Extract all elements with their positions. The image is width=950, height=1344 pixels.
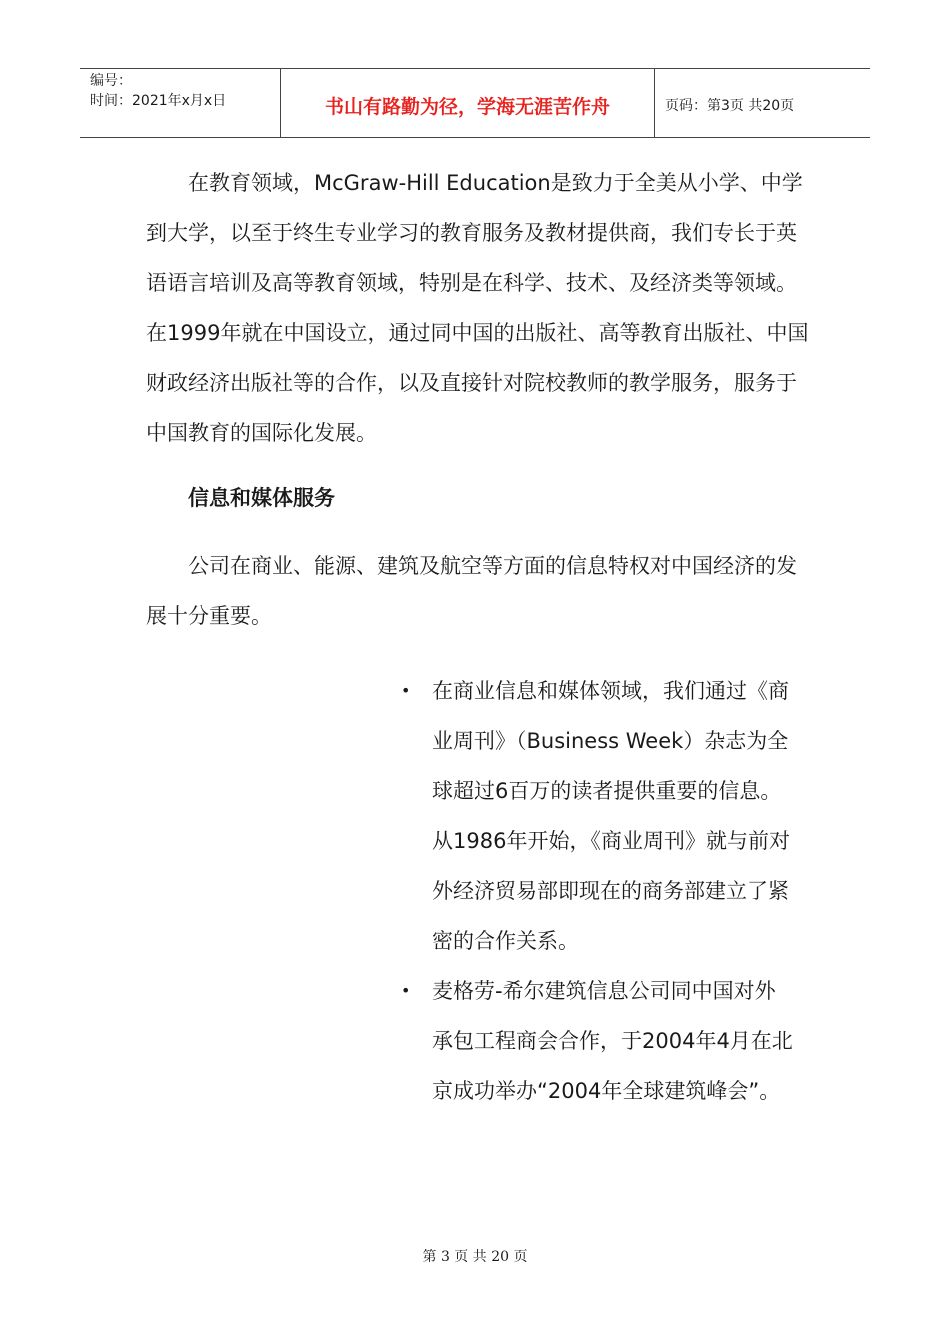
time-label: 时间：2021年x月x日 (90, 93, 227, 109)
document-header (80, 68, 870, 138)
page-footer: 第 3 页 共 20 页 (422, 1249, 528, 1265)
document-body (146, 158, 816, 641)
list-item (396, 666, 796, 966)
header-motto: 书山有路勤为径，学海无涯苦作舟 (281, 69, 655, 137)
paragraph-information: 公司在商业、能源、建筑及航空等方面的信息特权对中国经济的发展十分重要。 (146, 554, 797, 628)
section-heading: 信息和媒体服务 (188, 486, 335, 510)
header-page-code: 页码：第3页 共20页 (665, 98, 795, 114)
paragraph-education: 在教育领域，McGraw-Hill Education是致力于全美从小学、中学到大学，以至于终生专业学习的教育服务及教材提供商，我们专长于英语语言培训及高等教育领域，特别是在科学、技术、及经济类等领域。在1999年就在中国设立，通过同中国的出版社、高等教育出版社、中国财政经济出版社等的合作，以及直接针对院校教师的教学服务，服务于中国教育的国际化发展。 (146, 171, 809, 445)
list-item (396, 966, 796, 1116)
header-meta (80, 69, 281, 137)
bullet-list (396, 666, 796, 1116)
bullet-icon: • (401, 981, 411, 1000)
list-item-text: 在商业信息和媒体领域，我们通过《商业周刊》（Business Week）杂志为全球超过6百万的读者提供重要的信息。从1986年开始，《商业周刊》就与前对外经济贸易部即现在的商务部建立了紧密的合作关系。 (432, 679, 790, 953)
number-label: 编号： (90, 73, 132, 89)
list-item-text: 麦格劳-希尔建筑信息公司同中国对外承包工程商会合作，于2004年4月在北京成功举办“2004年全球建筑峰会”。 (432, 979, 793, 1103)
bullet-icon: • (401, 681, 411, 700)
